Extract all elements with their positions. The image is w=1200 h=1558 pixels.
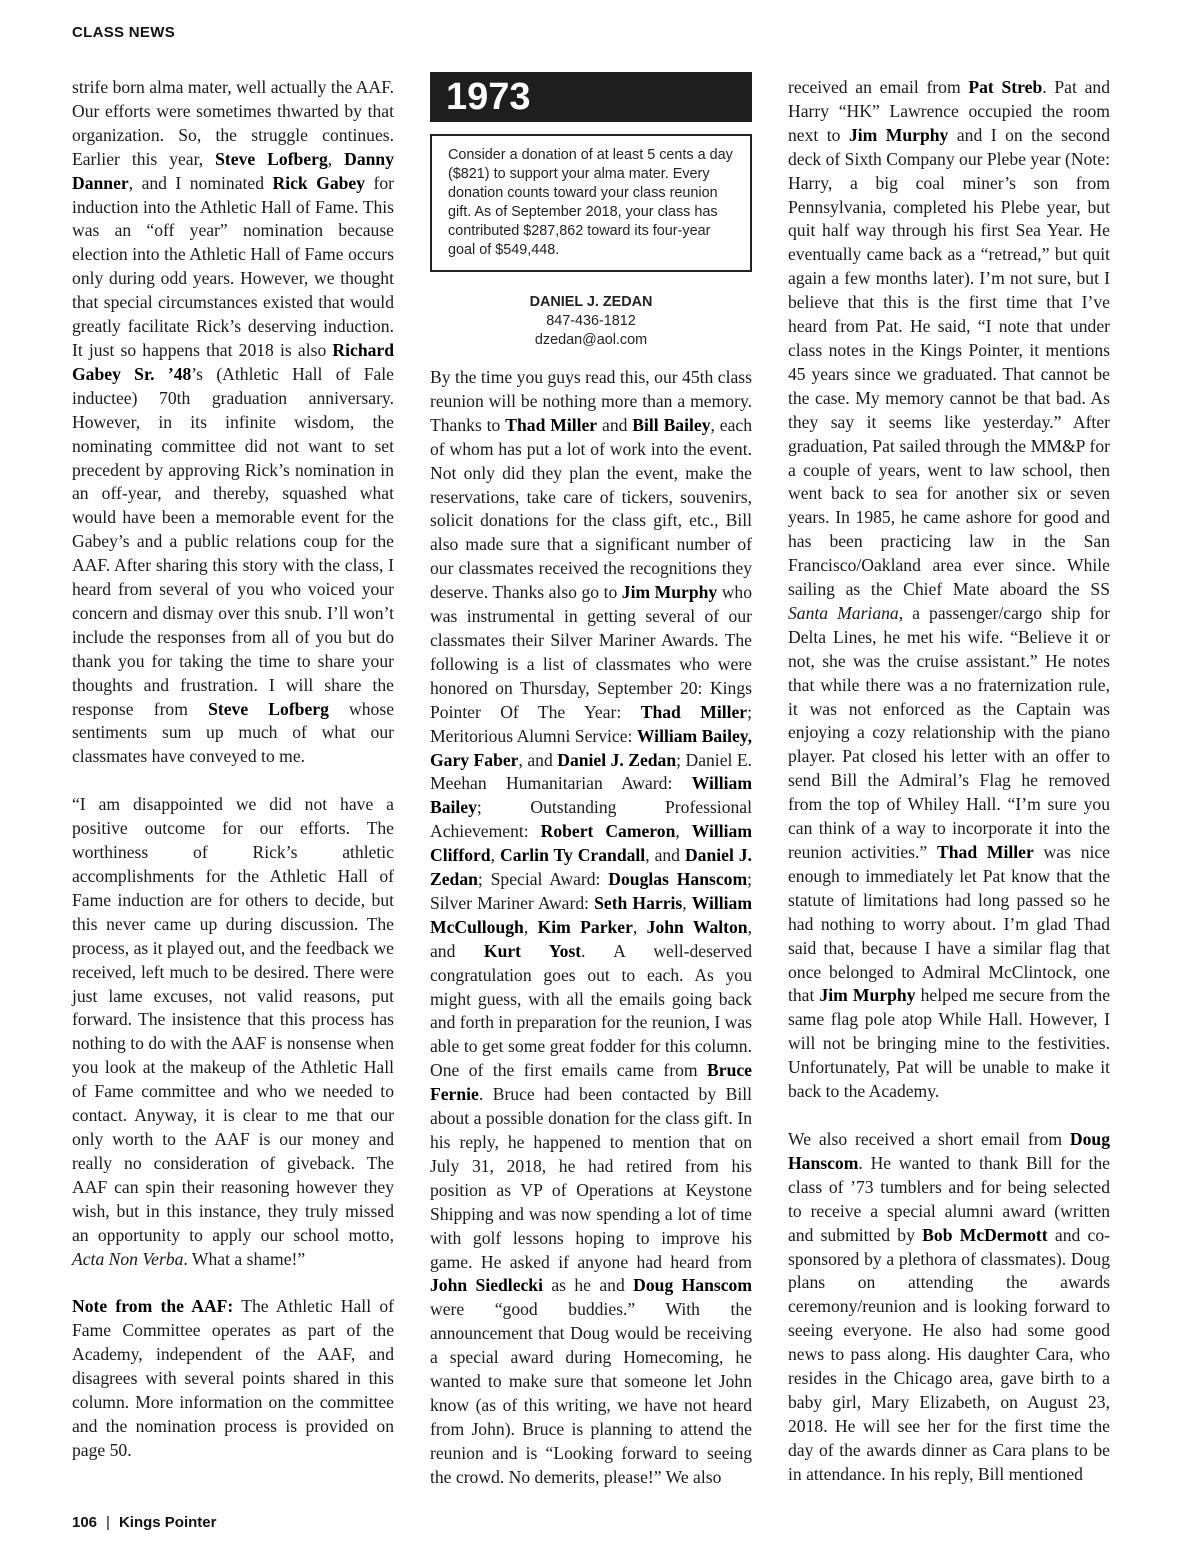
classmate-name: Jim Murphy [621,582,718,603]
article-column-3 [788,76,1110,1487]
classmate-name: Bruce Fernie [430,1060,752,1105]
quote-paragraph: “I am disappointed we did not have a positive outcome for our efforts. The worthiness of Rick’s athletic accomplishments for the Athletic Hall of Fame induction are for others to decide, but this never came up during discussion. The process, as it played out, and the feedback we received, left much to be desired. There were just lame excuses, not valid reasons, put forward. The insistence that this process has nothing to do with the AAF is nonsense when you look at the makeup of the Athletic Hall of Fame committee and who we needed to contact. Anyway, it is clear to me that our only worth to the AAF is our money and really no consideration of giveback. The AAF can spin their reasoning however they wish, but in this instance, they truly missed an opportunity to apply our school motto, Acta Non Verba. What a shame!” [72,794,394,1269]
classmate-name: Doug Hanscom [633,1275,752,1296]
page-footer [72,1514,216,1531]
classmate-name: Carlin Ty Crandall [499,845,646,866]
classmate-name: Douglas Hanscom [608,869,748,890]
classmate-name: Jim Murphy [848,124,949,145]
page-number: 106 [72,1514,98,1531]
classmate-name: Richard Gabey Sr. ’48 [72,339,394,384]
classmate-name: Jim Murphy [819,985,916,1006]
italic-text: Santa Mariana [788,602,899,623]
classmate-name: Bob McDermott [922,1224,1048,1245]
classmate-name: William Bailey [430,773,752,818]
aaf-note-paragraph: Note from the AAF: The Athletic Hall of Fame Committee operates as part of the Academy, independent of the AAF, and disagrees with several points shared in this column. More information on the committee and the nomination process is provided on page 50. [72,1296,394,1460]
article-column-1 [72,76,394,1463]
paragraph: strife born alma mater, well actually the AAF. Our efforts were sometimes thwarted by that organization. So, the struggle continues. Earlier this year, Steve Lofberg, Danny Danner, and I nominated Rick Gabey for induction into the Athletic Hall of Fame. This was an “off year” nomination because election into the Athletic Hall of Fame occurs only during odd years. However, we thought that special circumstances existed that would greatly facilitate Rick’s deserving induction. It just so happens that 2018 is also Richard Gabey Sr. ’48’s (Athletic Hall of Fale inductee) 70th graduation anniversary. However, in its infinite wisdom, the nominating committee did not want to set precedent by approving Rick’s nomination in an off-year, and thereby, squashed what would have been a memorable event for the Gabey’s and a public relations coup for the AAF. After sharing this story with the class, I heard from several of you who voiced your concern and dismay over this snub. I’ll won’t include the responses from all of you but do thank you for taking the time to share your thoughts and frustration. I will share the response from Steve Lofberg whose sentiments sum up much of what our classmates have conveyed to me. [72,77,394,767]
section-label: CLASS NEWS [72,24,176,41]
publication-name: Kings Pointer [118,1514,217,1531]
classmate-name: Danny Danner [72,148,394,193]
classmate-name: Thad Miller [505,414,598,435]
classmate-name: Doug Hanscom [788,1128,1110,1173]
classmate-name: Note from the AAF: [72,1296,234,1317]
classmate-name: Pat Streb [968,77,1043,97]
classmate-name: Kurt Yost [483,940,582,961]
correspondent-name: DANIEL J. ZEDAN [529,294,653,310]
classmate-name: Thad Miller [640,701,748,722]
donation-box: Consider a donation of at least 5 cents a day ($821) to support your alma mater. Every donation counts toward your class reunion gift. As of September 2018, your class has contributed $287,862 toward its four-year goal of $549,448. [430,134,752,272]
italic-text: Acta Non Verba [72,1248,184,1269]
classmate-name: Bill Bailey [632,414,711,435]
correspondent-email[interactable]: dzedan@aol.com [534,332,648,348]
classmate-name: John Siedlecki [430,1275,543,1296]
paragraph: received an email from Pat Streb. Pat and Harry “HK” Lawrence occupied the room next to Jim Murphy and I on the second deck of Sixth Company our Plebe year (Note: Harry, a big coal miner’s son from Pennsylvania, completed his Plebe year, but quit half way through his first Sea Year. He eventually came back as a “retread,” but quit again a few months later). I’m not sure, but I believe that this is the first time that I’ve heard from Pat. He said, “I note that under class notes in the Kings Pointer, it mentions 45 years since we graduated. That cannot be the case. My memory cannot be that bad. As they say it seems like yesterday.” After graduation, Pat sailed through the MM&P for a couple of years, went to law school, then went back to sea for another six or seven years. In 1985, he came ashore for good and has been practicing law in the San Francisco/Oakland area ever since. While sailing as the Chief Mate aboard the SS Santa Mariana, a passenger/cargo ship for Delta Lines, he met his wife. “Believe it or not, she was the cruise assistant.” He notes that while there was a no fraternization rule, it was not enforced as the Captain was enjoying a cozy relationship with the piano player. Pat closed his letter with an offer to send Bill the Admiral’s Flag he removed from the top of Whiley Hall. “I’m sure you can think of a way to incorporate it into the reunion activities.” Thad Miller was nice enough to immediately let Pat know that the statute of limitations had long passed so he had nothing to worry about. I’m glad Thad said that, because I have a similar flag that once belonged to Admiral McClintock, one that Jim Murphy helped me secure from the same flag pole atop While Hall. However, I will not be bringing mine to the festivities. Unfortunately, Pat will be unable to make it back to the Academy. [788,77,1111,1102]
classmate-name: Seth Harris [594,892,683,913]
classmate-name: Robert Cameron [540,821,676,842]
correspondent-phone: 847-436-1812 [546,313,636,329]
classmate-name: Rick Gabey [272,172,366,193]
paragraph: We also received a short email from Doug Hanscom. He wanted to thank Bill for the class of ’73 tumblers and for being selected to receive a special alumni award (written and submitted by Bob McDermott and co-sponsored by a plethora of classmates). Doug plans on attending the awards ceremony/reunion and is looking forward to seeing everyone. He also had some good news to pass along. His daughter Cara, who resides in the Chicago area, gave birth to a baby girl, Mary Elizabeth, on August 23, 2018. He will see her for the first time the day of the awards dinner as Cara plans to be in attendance. In his reply, Bill mentioned [788,1128,1111,1484]
correspondent-contact [430,293,752,350]
paragraph: By the time you guys read this, our 45th class reunion will be nothing more than a memory. Thanks to Thad Miller and Bill Bailey, each of whom has put a lot of work into the event. Not only did they plan the event, make the reservations, take care of tickers, souvenirs, solicit donations for the class gift, etc., Bill also made sure that a significant number of our classmates received the recognitions they deserve. Thanks also go to Jim Murphy who was instrumental in getting several of our classmates their Silver Mariner Awards. The following is a list of classmates who were honored on Thursday, September 20: Kings Pointer Of The Year: Thad Miller; Meritorious Alumni Service: William Bailey, Gary Faber, and Daniel J. Zedan; Daniel E. Meehan Humanitarian Award: William Bailey; Outstanding Professional Achievement: Robert Cameron, William Clifford, Carlin Ty Crandall, and Daniel J. Zedan; Special Award: Douglas Hanscom; Silver Mariner Award: Seth Harris, William McCullough, Kim Parker, John Walton, and Kurt Yost. A well-deserved congratulation goes out to each. As you might guess, with all the emails going back and forth in preparation for the reunion, I was able to get some great fodder for this column. One of the first emails came from Bruce Fernie. Bruce had been contacted by Bill about a possible donation for the class gift. In his reply, he happened to mention that on July 31, 2018, he had retired from his position as VP of Operations at Keystone Shipping and was now spending a lot of time with golf lessons hoping to improve his game. He asked if anyone had heard from John Siedlecki as he and Doug Hanscom were “good buddies.” With the announcement that Doug would be receiving a special award during Homecoming, he wanted to make sure that someone let John know (as of this writing, we have not heard from John). Bruce is planning to attend the reunion and is “Looking forward to seeing the crowd. No demerits, please!” We also [430,367,753,1487]
classmate-name: William Clifford [430,821,752,866]
classmate-name: William McCullough [430,892,752,937]
article-column-2 [430,366,752,1490]
classmate-name: William Bailey, Gary Faber [430,725,752,770]
classmate-name: Steve Lofberg [215,148,328,169]
footer-separator: | [106,1514,110,1531]
classmate-name: Steve Lofberg [208,698,329,719]
classmate-name: John Walton [646,916,748,937]
classmate-name: Thad Miller [937,842,1034,862]
class-year-banner: 1973 [430,72,752,122]
classmate-name: Daniel J. Zedan [430,845,753,890]
classmate-name: Daniel J. Zedan [557,749,677,770]
classmate-name: Kim Parker [537,916,633,937]
